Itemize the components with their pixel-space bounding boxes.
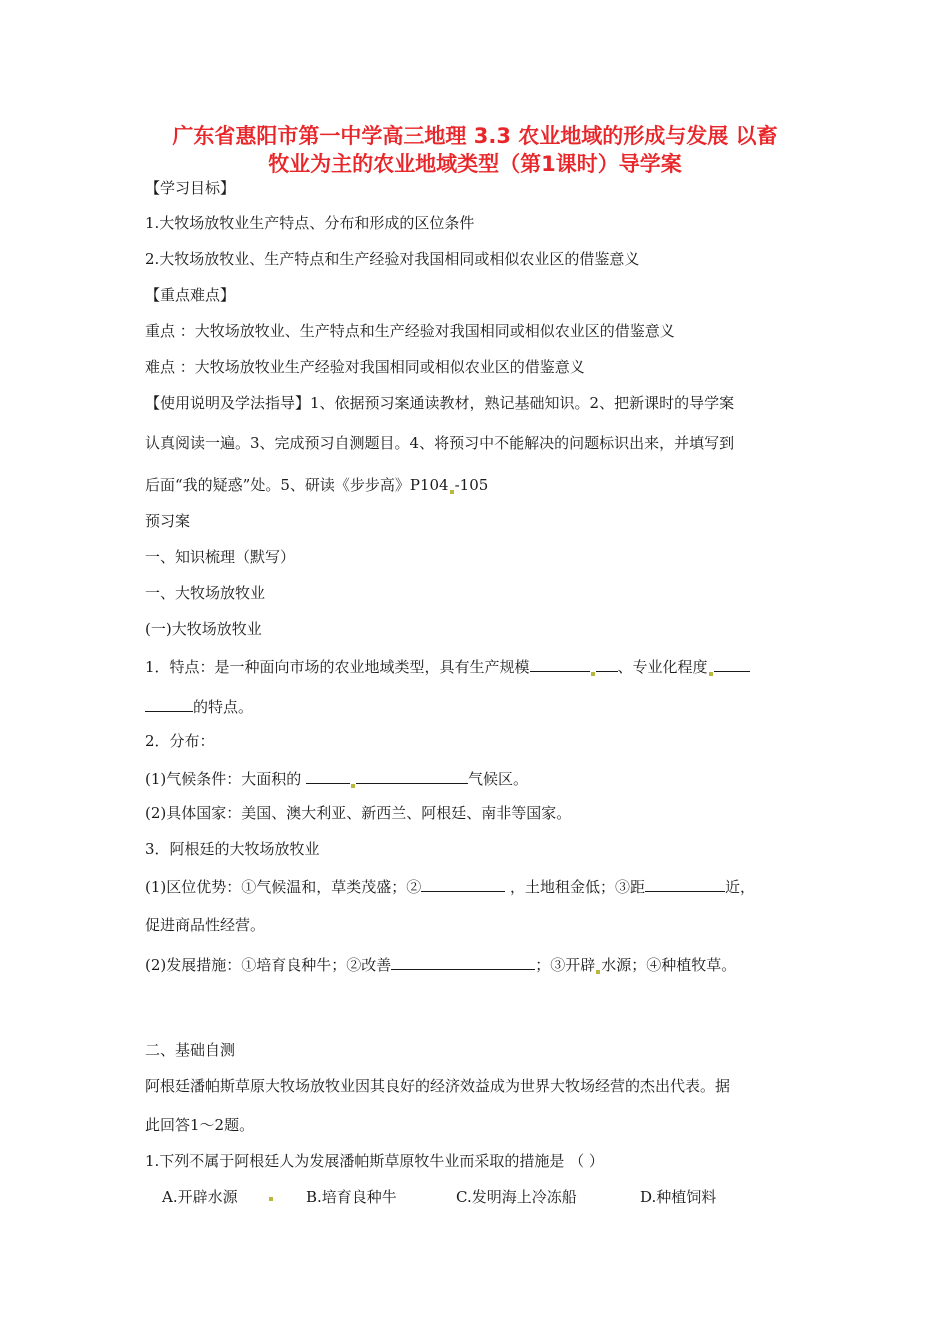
subsection-1: (一)大牧场放牧业 <box>145 620 262 638</box>
climate-text: (1)气候条件：大面积的 <box>145 770 307 788</box>
goals-heading: 【学习目标】 <box>145 179 236 197</box>
stray-dot-mark <box>709 672 713 676</box>
difficult-point: 难点 ：大牧场放牧业生产经验对我国相同或相似农业区的借鉴意义 <box>145 358 585 376</box>
development-text-3: 水源；④种植牧草。 <box>601 956 737 974</box>
fill-blank-specialization[interactable] <box>714 655 750 672</box>
option-d[interactable]: D.种植饲料 <box>640 1188 717 1206</box>
development-text-2: ；③开辟 <box>535 956 596 974</box>
fill-blank-location-3[interactable] <box>645 875 725 892</box>
fill-blank-location-2[interactable] <box>421 875 505 892</box>
document-title-line-1: 广东省惠阳市第一中学高三地理 3.3 农业地域的形成与发展 以畜 <box>172 124 778 148</box>
section-2-heading: 二、基础自测 <box>145 1041 236 1059</box>
option-c[interactable]: C.发明海上冷冻船 <box>456 1188 577 1206</box>
location-text-2: ，土地租金低；③距 <box>505 878 646 896</box>
location-text-3: 近， <box>725 878 756 896</box>
goal-1: 1.大牧场放牧业生产特点、分布和形成的区位条件 <box>145 214 475 232</box>
guide-line-3-text: 后面“我的疑惑”处。5、研读《步步高》P104 <box>145 476 449 494</box>
document-title-line-2: 牧业为主的农业地域类型（第1课时）导学案 <box>268 152 682 176</box>
stray-dot-mark <box>351 784 355 788</box>
feature-text: 1．特点：是一种面向市场的农业地域类型，具有生产规模 <box>145 658 530 676</box>
key-point: 重点 ：大牧场放牧业、生产特点和生产经验对我国相同或相似农业区的借鉴意义 <box>145 322 675 340</box>
fill-blank-climate[interactable] <box>306 767 350 784</box>
fill-blank-scale-end[interactable] <box>596 655 618 672</box>
fill-blank-specialization-cont[interactable] <box>145 695 193 712</box>
location-line-2: 促进商品性经营。 <box>145 916 266 934</box>
goal-2: 2.大牧场放牧业、生产特点和生产经验对我国相同或相似农业区的借鉴意义 <box>145 250 640 268</box>
argentina-heading: 3．阿根廷的大牧场放牧业 <box>145 840 320 858</box>
section-1-subheading: 一、大牧场放牧业 <box>145 584 266 602</box>
section-1-heading: 一、知识梳理（默写） <box>145 548 296 566</box>
test-intro-2: 此回答1～2题。 <box>145 1116 255 1134</box>
guide-line-3 <box>145 475 488 495</box>
question-1: 1.下列不属于阿根廷人为发展潘帕斯草原牧牛业而采取的措施是 （ ） <box>145 1152 604 1170</box>
guide-line-1: 【使用说明及学法指导】1、依据预习案通读教材，熟记基础知识。2、把新课时的导学案 <box>145 394 735 412</box>
preview-heading: 预习案 <box>145 512 191 530</box>
fill-blank-scale[interactable] <box>530 655 590 672</box>
fill-blank-improve[interactable] <box>391 953 535 970</box>
feature-line <box>145 655 750 677</box>
feature-text-2: 、专业化程度 <box>617 658 708 676</box>
stray-dot-mark <box>269 1197 273 1201</box>
climate-text-2: 气候区。 <box>468 770 529 788</box>
stray-dot-mark <box>596 970 600 974</box>
location-line <box>145 875 755 897</box>
feature-line-2 <box>145 695 253 717</box>
fill-blank-climate-end[interactable] <box>356 767 468 784</box>
stray-dot-mark <box>450 490 454 494</box>
location-text: (1)区位优势：①气候温和，草类茂盛；② <box>145 878 422 896</box>
guide-line-3-pages: -105 <box>454 476 489 494</box>
feature-text-3: 的特点。 <box>193 698 254 716</box>
guide-line-2: 认真阅读一遍。3、完成预习自测题目。4、将预习中不能解决的问题标识出来，并填写到 <box>145 434 735 452</box>
test-intro-1: 阿根廷潘帕斯草原大牧场放牧业因其良好的经济效益成为世界大牧场经营的杰出代表。据 <box>145 1077 731 1095</box>
countries-line: (2)具体国家：美国、澳大利亚、新西兰、阿根廷、南非等国家。 <box>145 804 572 822</box>
distribution-heading: 2．分布： <box>145 732 215 750</box>
development-line <box>145 953 736 975</box>
option-b[interactable]: B.培育良种牛 <box>306 1188 397 1206</box>
stray-dot-mark <box>591 672 595 676</box>
climate-line <box>145 767 528 789</box>
key-heading: 【重点难点】 <box>145 286 236 304</box>
development-text: (2)发展措施：①培育良种牛；②改善 <box>145 956 392 974</box>
option-a[interactable]: A.开辟水源 <box>162 1188 238 1206</box>
